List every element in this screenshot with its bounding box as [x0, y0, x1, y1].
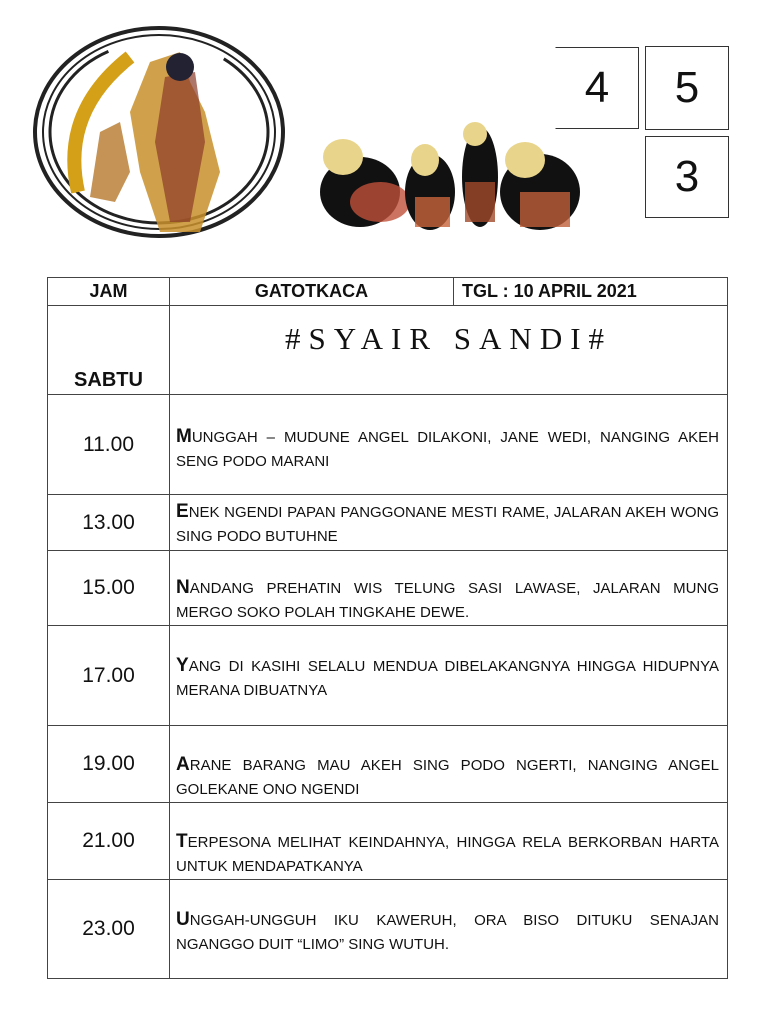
verse-text: NGGAH-UNGGUH IKU KAWERUH, ORA BISO DITUKU SENAJAN NGANGGO DUIT “LIMO” SING WUTUH. [176, 912, 719, 953]
verse-text: ANDANG PREHATIN WIS TELUNG SASI LAWASE, JALARAN MUNG MERGO SOKO POLAH TINGKAHE DEWE. [176, 580, 719, 621]
time-cell: 13.00 [48, 495, 170, 551]
verse-text: UNGGAH – MUDUNE ANGEL DILAKONI, JANE WEDI, NANGING AKEH SENG PODO MARANI [176, 429, 719, 470]
table-row [48, 551, 728, 626]
col-jam-header: JAM [48, 278, 170, 306]
gatotkaca-logo [30, 22, 288, 240]
table-row [48, 803, 728, 880]
verse-initial: A [176, 754, 190, 775]
verse-initial: Y [176, 655, 189, 676]
verse-cell [170, 726, 728, 803]
verse-initial: U [176, 909, 190, 930]
verse-text: ANG DI KASIHI SELALU MENDUA DIBELAKANGNYA HINGGA HIDUPNYA MERANA DIBUATNYA [176, 658, 719, 699]
syair-title: #SYAIR SANDI# [170, 306, 728, 395]
time-cell: 15.00 [48, 551, 170, 626]
number-box-3: 3 [645, 136, 729, 218]
verse-text: NEK NGENDI PAPAN PANGGONANE MESTI RAME, JALARAN AKEH WONG SING PODO BUTUHNE [176, 504, 719, 545]
verse-cell [170, 495, 728, 551]
number-box-1: 4 [555, 47, 639, 129]
title-row [48, 306, 728, 395]
verse-cell [170, 880, 728, 979]
verse-initial: E [176, 501, 189, 522]
time-cell: 11.00 [48, 395, 170, 495]
verse-cell [170, 803, 728, 880]
verse-initial: M [176, 426, 192, 447]
time-cell: 17.00 [48, 626, 170, 726]
day-label: SABTU [48, 306, 170, 395]
time-cell: 21.00 [48, 803, 170, 880]
verse-cell [170, 395, 728, 495]
table-row [48, 395, 728, 495]
table-row [48, 495, 728, 551]
col-date-header: TGL : 10 APRIL 2021 [454, 278, 728, 306]
time-cell: 23.00 [48, 880, 170, 979]
col-name-header: GATOTKACA [170, 278, 454, 306]
header-row [48, 278, 728, 306]
verse-text: RANE BARANG MAU AKEH SING PODO NGERTI, NANGING ANGEL GOLEKANE ONO NGENDI [176, 757, 719, 798]
verse-initial: T [176, 831, 188, 852]
number-box-2: 5 [645, 46, 729, 130]
table-row [48, 880, 728, 979]
wayang-punakawan-image [315, 112, 605, 234]
verse-text: ERPESONA MELIHAT KEINDAHNYA, HINGGA RELA BERKORBAN HARTA UNTUK MENDAPATKANYA [176, 834, 719, 875]
verse-initial: N [176, 577, 190, 598]
verse-cell [170, 551, 728, 626]
time-cell: 19.00 [48, 726, 170, 803]
syair-table [47, 277, 728, 979]
table-row [48, 726, 728, 803]
verse-cell [170, 626, 728, 726]
table-row [48, 626, 728, 726]
